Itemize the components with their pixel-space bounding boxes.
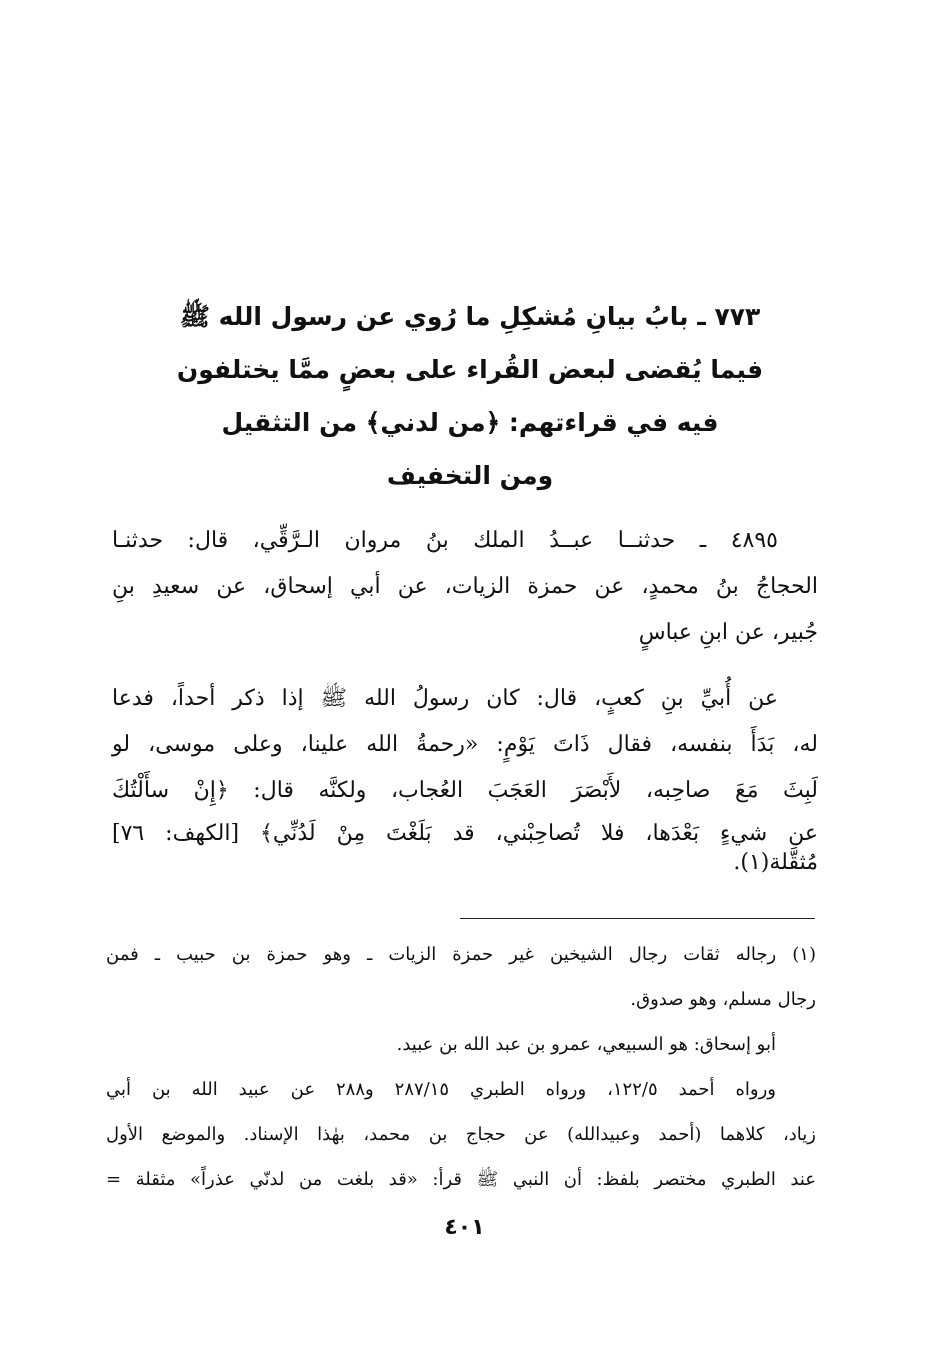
footnote-2-line-1: أبو إسحاق: هو السبيعي، عمرو بن عبد الله بن عبيد. — [396, 1034, 776, 1055]
chapter-title-line-1: ٧٧٣ ـ بابُ بيانِ مُشكِلِ ما رُوي عن رسول الله ﷺ — [179, 302, 761, 331]
footnote-3-line-3: عند الطبري مختصر بلفظ: أن النبي ﷺ قرأ: «قد بلغت من لدنّي عذراً» مثقلة = — [106, 1169, 816, 1190]
page-number: ٤٠١ — [444, 1215, 485, 1240]
footnotes — [106, 932, 816, 1202]
isnad-line-3: جُبير، عن ابنِ عباسٍ — [638, 620, 818, 645]
matn-line-1: عن أُبيِّ بنِ كعبٍ، قال: كان رسولُ الله ﷺ إذا ذكر أحداً، فدعا — [112, 686, 778, 711]
footnote-1-line-2: رجال مسلم، وهو صدوق. — [630, 989, 816, 1010]
matn-line-5: مُثقَّلة(١). — [733, 850, 818, 875]
footnote-3-line-1: ورواه أحمد ١٢٢/٥، ورواه الطبري ٢٨٧/١٥ و٢٨٨ عن عبيد الله بن أبي — [106, 1079, 777, 1100]
hadith-isnad — [112, 518, 818, 656]
footnote-3-line-2: زياد، كلاهما (أحمد وعبيدالله) عن حجاج بن محمد، بهٰذا الإسناد. والموضع الأول — [106, 1124, 816, 1145]
matn-line-3: لَبِثَ مَعَ صاحِبه، لأَبْصَرَ العَجَبَ العُجاب، ولكنَّه قال: ﴿إِنْ سأَلْتُكَ — [112, 778, 818, 803]
isnad-line-1: ٤٨٩٥ ـ حدثنــا عبــدُ الملك بنُ مروان الـرَّقِّي، قال: حدثنـا — [112, 528, 778, 553]
hadith-matn — [112, 676, 818, 882]
chapter-title-line-3: فيه في قراءتهم: ﴿من لدني﴾ من التثقيل — [221, 408, 719, 437]
isnad-line-2: الحجاجُ بنُ محمدٍ، عن حمزة الزيات، عن أبي إسحاق، عن سعيدِ بنِ — [112, 574, 818, 599]
chapter-title-line-4: ومن التخفيف — [386, 461, 554, 490]
chapter-title-line-2: فيما يُقضى لبعض القُراء على بعضٍ ممَّا يختلفون — [176, 355, 764, 384]
matn-line-2: له، بَدَأَ بنفسه، فقال ذَاتَ يَوْمٍ: «رحمةُ الله علينا، وعلى موسى، لو — [112, 732, 818, 757]
footnote-divider — [460, 918, 815, 919]
matn-line-4: عن شيءٍ بَعْدَها، فلا تُصاحِبْني، قد بَلَغْتَ مِنْ لَدُنِّي﴾ [الكهف: ٧٦] — [112, 821, 818, 846]
chapter-title — [150, 290, 790, 502]
footnote-1-line-1: (١) رجاله ثقات رجال الشيخين غير حمزة الزيات ـ وهو حمزة بن حبيب ـ فمن — [106, 944, 816, 965]
